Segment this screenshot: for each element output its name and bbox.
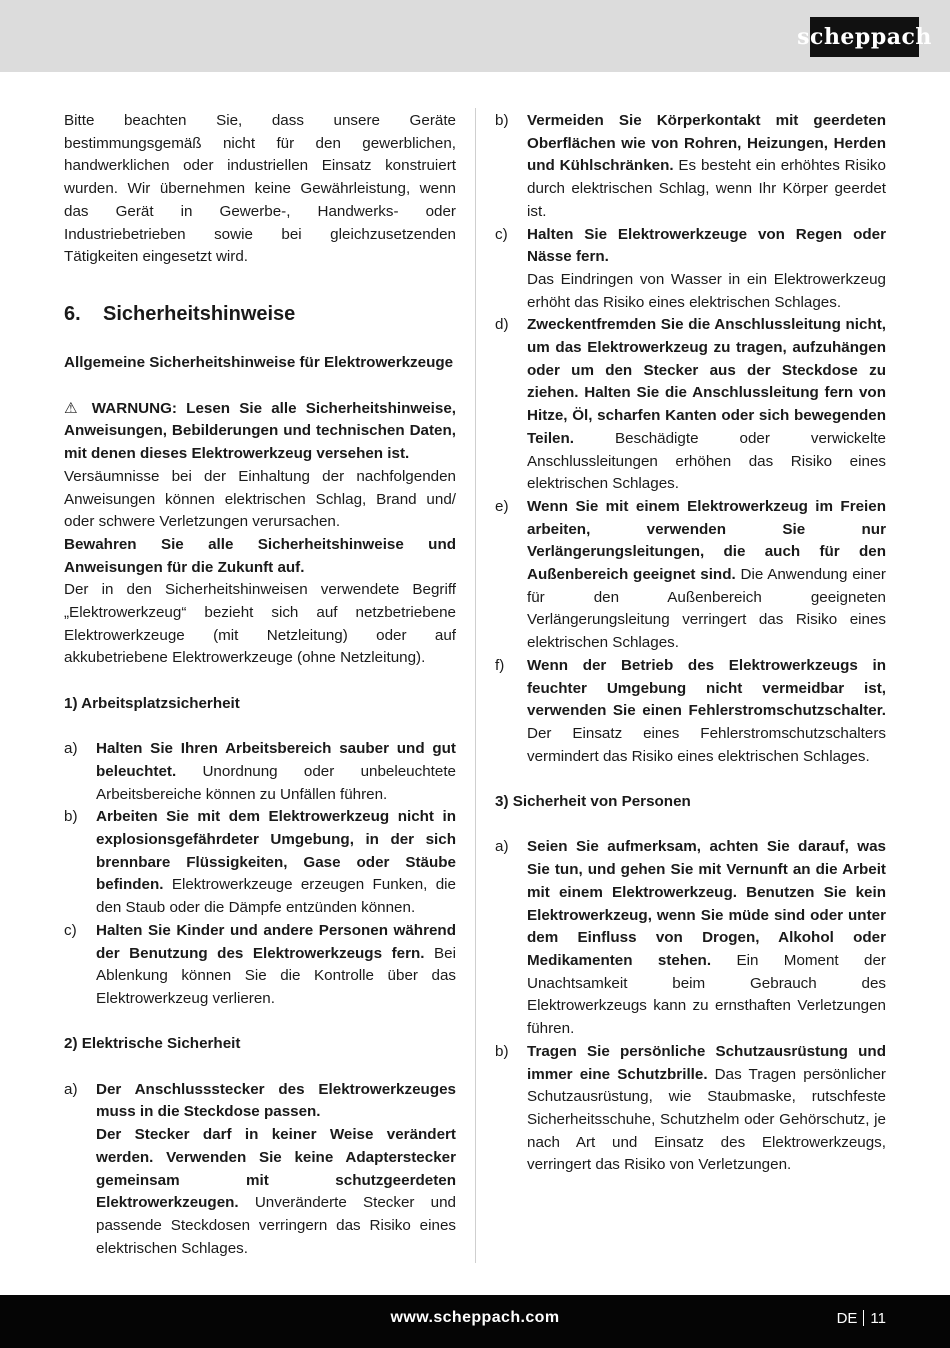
list-item-bold: Tragen Sie persönliche Schutzausrüstung und immer eine Schutzbrille. [527, 1042, 886, 1083]
workplace-safety-heading: 1) Arbeitsplatzsicherheit [64, 694, 240, 712]
list-item-bold: Wenn der Betrieb des Elektrowerkzeugs in feuchter Umgebung nicht vermeidbar ist, verwenden Sie einen Fehlerstromschutzschalter. [527, 656, 886, 720]
list-marker: b) [495, 1042, 509, 1060]
scheppach-logo: scheppach [810, 17, 919, 57]
intro-paragraph: Bitte beachten Sie, dass unsere Geräte bestimmungsgemäß nicht für den gewerblichen, handwerklichen oder industriellen Einsatz konstruiert wurden. Wir übernehmen keine Gewährleistung, wenn das Gerät in Gewerbe-, Handwerks- oder Industriebetrieben sowie bei gleichzusetzenden Tätigkeiten eingesetzt wird. [64, 112, 456, 266]
left-column [64, 110, 456, 1260]
list-item [64, 806, 456, 920]
list-item-text: Bei Ablenkung können Sie die Kontrolle über das Elektrowerkzeug verlieren. [96, 944, 456, 1007]
list-item-text: Der Einsatz eines Fehlerstromschutzschalters vermindert das Risiko eines elektrischen Schlages. [527, 724, 886, 765]
list-item-text: Das Eindringen von Wasser in ein Elektrowerkzeug erhöht das Risiko eines elektrischen Schlages. [527, 270, 886, 311]
list-item-text: Unordnung oder unbeleuchtete Arbeitsbereiche können zu Unfällen führen. [96, 762, 456, 803]
general-safety-heading: Allgemeine Sicherheitshinweise für Elektrowerkzeuge [64, 354, 454, 372]
list-marker: b) [495, 112, 509, 129]
list-item-bold: Halten Sie Elektrowerkzeuge von Regen oder Nässe fern. [527, 225, 886, 266]
list-item-text: Das Tragen persönlicher Schutzausrüstung, wie Staubmaske, rutschfeste Sicherheitsschuhe, Schutzhelm oder Gehörschutz, je nach Art und Einsatz des Elektrowerkzeugs, verringert das Risiko von Verletzungen. [527, 1065, 886, 1174]
list-item-text: Die Anwendung einer für den Außenbereich geeigneten Verlängerungsleitung verringert das Risiko eines elektrischen Schlages. [527, 566, 886, 652]
list-item [495, 496, 886, 655]
list-item [495, 655, 886, 769]
list-item-bold: Wenn Sie mit einem Elektrowerkzeug im Freien arbeiten, verwenden Sie nur Verlängerungsleitungen, die auch für den Außenbereich geeignet sind. [527, 497, 886, 584]
website-url: www.scheppach.com [390, 1309, 560, 1326]
list-item [495, 836, 886, 1040]
list-item-text: Unveränderte Stecker und passende Steckdosen verringern das Risiko eines elektrischen Schlages. [96, 1194, 456, 1257]
right-column [495, 110, 886, 1177]
list-item-bold: Vermeiden Sie Körperkontakt mit geerdeten Oberflächen wie von Rohren, Heizungen, Herden und Kühlschränken. [527, 112, 886, 175]
list-marker: d) [495, 316, 509, 334]
list-item [495, 1041, 886, 1177]
list-item-text: Es besteht ein erhöhtes Risiko durch elektrischen Schlag, wenn Ihr Körper geerdet ist. [527, 157, 886, 220]
warning-consequences: Versäumnisse bei der Einhaltung der nachfolgenden Anweisungen können elektrischen Schlag, Brand und/ oder schwere Verletzungen verursachen. [64, 467, 456, 531]
page-separator [863, 1310, 864, 1326]
list-item [495, 224, 886, 315]
list-item-bold: Halten Sie Kinder und andere Personen während der Benutzung des Elektrowerkzeugs fern. [96, 921, 456, 962]
list-item [495, 110, 886, 224]
keep-instructions: Bewahren Sie alle Sicherheitshinweise und Anweisungen für die Zukunft auf. [64, 535, 456, 576]
list-item [64, 1079, 456, 1261]
warning-text-bold: WARNUNG: Lesen Sie alle Sicherheitshinweise, Anweisungen, Bebilderungen und technischen Daten, mit denen dieses Elektrowerkzeug versehen ist. [64, 399, 456, 463]
personal-safety-heading: 3) Sicherheit von Personen [495, 793, 691, 811]
page-number: 11 [870, 1310, 886, 1327]
list-marker: c) [495, 225, 508, 243]
language-code: DE [836, 1310, 858, 1327]
warning-paragraph [64, 398, 456, 466]
list-item-text: Ein Moment der Unachtsamkeit beim Gebrauch des Elektrowerkzeugs kann zu ernsthaften Verletzungen führen. [527, 951, 886, 1038]
list-item-text: Elektrowerkzeuge erzeugen Funken, die den Staub oder die Dämpfe entzünden können. [96, 876, 456, 917]
list-item-bold: Der Anschlussstecker des Elektrowerkzeuges muss in die Steckdose passen. [96, 1080, 456, 1121]
list-item-bold: Arbeiten Sie mit dem Elektrowerkzeug nicht in explosionsgefährdeter Umgebung, in der sich brennbare Flüssigkeiten, Gase oder Stäube befinden. [96, 808, 456, 894]
list-marker: a) [495, 838, 509, 856]
warning-icon: ⚠ [64, 399, 83, 417]
page-indicator [837, 1310, 886, 1327]
term-definition: Der in den Sicherheitshinweisen verwendete Begriff „Elektrowerkzeug“ bezieht sich auf netzbetriebene Elektrowerkzeuge (mit Netzleitung) oder auf akkubetriebene Elektrowerkzeuge (ohne Netzleitung). [64, 581, 456, 667]
list-item-bold: Der Stecker darf in keiner Weise verändert werden. Verwenden Sie keine Adapterstecker gemeinsam mit schutzgeerdeten Elektrowerkzeugen. [96, 1126, 456, 1212]
list-item [64, 738, 456, 806]
list-marker: e) [495, 497, 509, 515]
column-divider [475, 108, 476, 1263]
electrical-safety-heading: 2) Elektrische Sicherheit [64, 1035, 241, 1053]
list-marker: a) [64, 740, 78, 758]
list-item [495, 314, 886, 496]
list-item-bold: Seien Sie aufmerksam, achten Sie darauf, was Sie tun, und gehen Sie mit Vernunft an die Arbeit mit einem Elektrowerkzeug. Benutzen Sie kein Elektrowerkzeug, wenn Sie müde sind oder unter dem Einfluss von Drogen, Alkohol oder Medikamenten stehen. [527, 838, 886, 969]
list-item-text: Beschädigte oder verwickelte Anschlussleitungen erhöhen das Risiko eines elektrischen Schlages. [527, 429, 886, 493]
list-marker: f) [495, 656, 505, 674]
list-marker: b) [64, 808, 78, 826]
list-marker: a) [64, 1080, 78, 1098]
page-header [0, 0, 950, 72]
list-marker: c) [64, 921, 77, 939]
section-heading [64, 298, 456, 330]
section-number: 6. [64, 302, 81, 325]
page-footer [0, 1295, 950, 1348]
list-item-bold: Halten Sie Ihren Arbeitsbereich sauber und gut beleuchtet. [96, 740, 456, 780]
list-item [64, 920, 456, 1011]
section-title: Sicherheitshinweise [103, 302, 296, 325]
list-item-bold: Zweckentfremden Sie die Anschlussleitung nicht, um das Elektrowerkzeug zu tragen, aufzuhängen oder um den Stecker aus der Steckdose zu ziehen. Halten Sie die Anschlussleitung fern von Hitze, Öl, scharfen Kanten oder sich bewegenden Teilen. [527, 316, 886, 447]
